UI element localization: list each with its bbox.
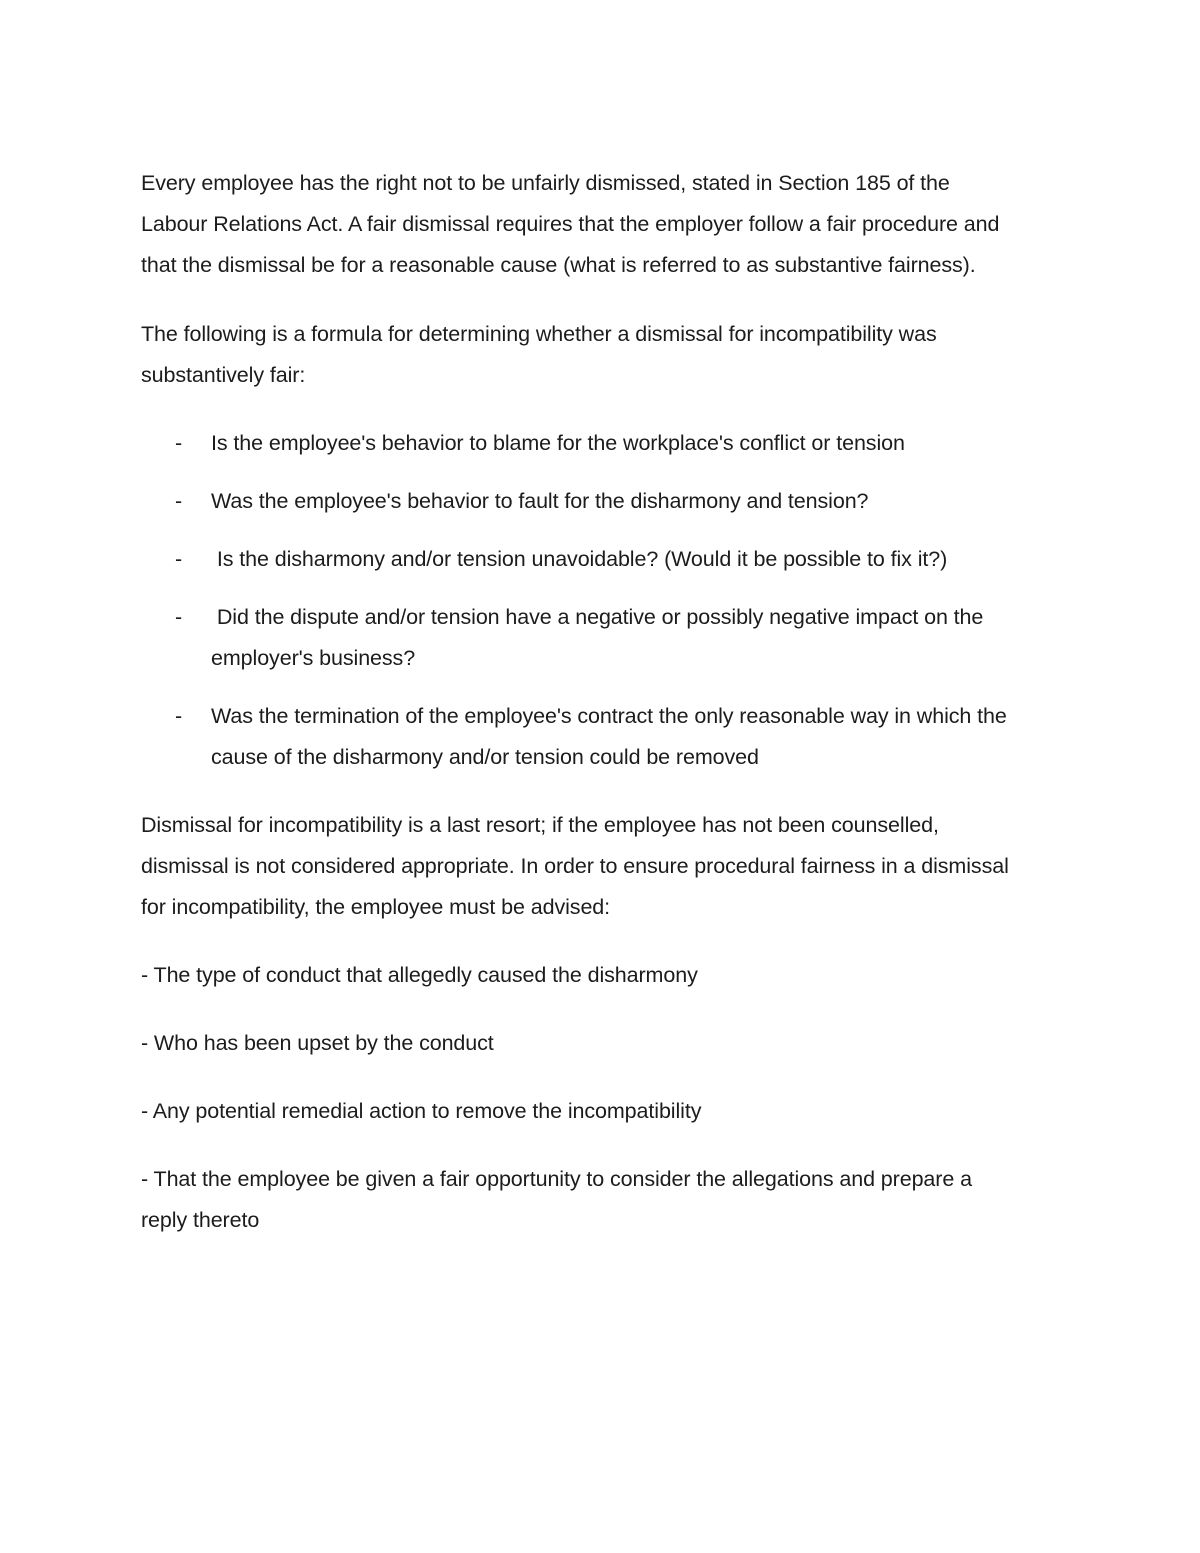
formula-intro-paragraph: The following is a formula for determining whether a dismissal for incompatibility was substantively fair: xyxy=(141,322,937,387)
list-item xyxy=(141,597,1011,679)
list-item xyxy=(141,423,1011,464)
dash-marker: - xyxy=(175,489,183,513)
list-item-text: Was the termination of the employee's contract the only reasonable way in which the cause of the disharmony and/or tension could be removed xyxy=(211,704,1007,769)
list-item xyxy=(141,696,1011,778)
advised-item: - Who has been upset by the conduct xyxy=(141,1031,494,1055)
list-item-text: Is the employee's behavior to blame for the workplace's conflict or tension xyxy=(211,431,905,455)
list-item xyxy=(141,481,1011,522)
procedural-fairness-paragraph: Dismissal for incompatibility is a last resort; if the employee has not been counselled, dismissal is not considered appropriate. In order to ensure procedural fairness in a dismissal for incompatibility, the employee must be advised: xyxy=(141,813,1009,919)
document-body xyxy=(141,163,1011,1241)
list-item-text: Is the disharmony and/or tension unavoidable? (Would it be possible to fix it?) xyxy=(211,547,948,571)
list-item-text: Was the employee's behavior to fault for the disharmony and tension? xyxy=(211,489,869,513)
dash-marker: - xyxy=(175,605,183,629)
list-item xyxy=(141,539,1011,580)
dash-marker: - xyxy=(175,431,183,455)
list-item-text: Did the dispute and/or tension have a negative or possibly negative impact on the employer's business? xyxy=(211,605,990,670)
formula-list xyxy=(141,423,1011,778)
advised-item: - That the employee be given a fair opportunity to consider the allegations and prepare a reply thereto xyxy=(141,1167,972,1232)
intro-paragraph: Every employee has the right not to be unfairly dismissed, stated in Section 185 of the Labour Relations Act. A fair dismissal requires that the employer follow a fair procedure and that the dismissal be for a reasonable cause (what is referred to as substantive fairness). xyxy=(141,171,1000,277)
advised-item: - The type of conduct that allegedly caused the disharmony xyxy=(141,963,698,987)
dash-marker: - xyxy=(175,547,183,571)
advised-item: - Any potential remedial action to remove the incompatibility xyxy=(141,1099,702,1123)
dash-marker: - xyxy=(175,704,183,728)
